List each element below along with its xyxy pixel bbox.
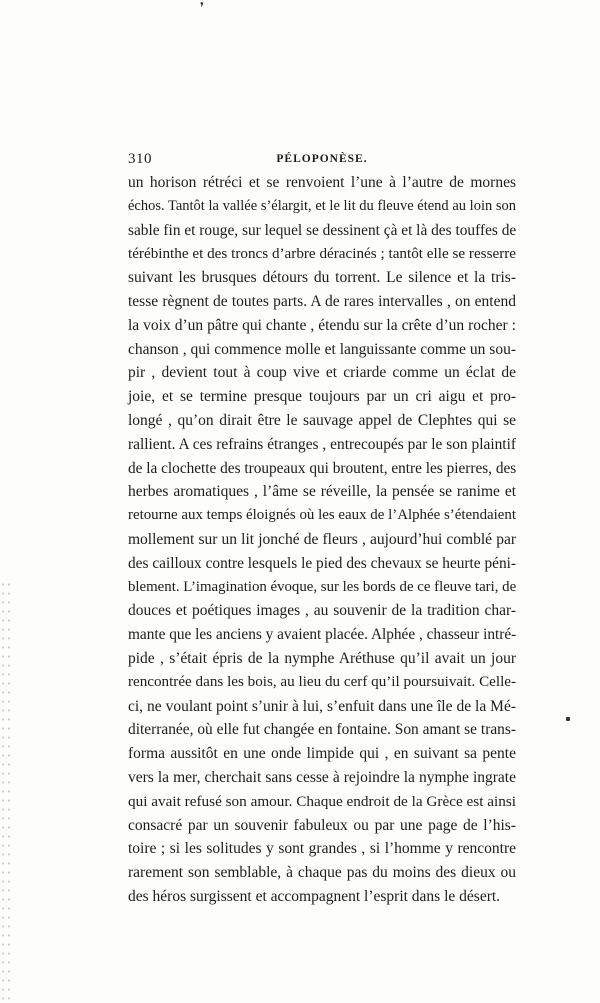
text-line: des héros surgissent et accompagnent l’esprit dans le désert.: [128, 887, 501, 905]
ink-mark: ❜: [200, 0, 204, 14]
body-paragraph: [128, 171, 516, 909]
page-edge-speckles: [0, 580, 12, 1000]
margin-ink-dot: [566, 717, 570, 721]
page-header: [128, 151, 516, 171]
text-line: forma aussitôt en une onde limpide qui , en suivant sa pente: [128, 745, 516, 763]
text-line: chanson , qui commence molle et languissante comme un sou-: [128, 340, 516, 358]
text-line: la voix d’un pâtre qui chante , étendu sur la crête d’un rocher :: [128, 316, 516, 334]
text-line: pir , devient tout à coup vive et criarde comme un éclat de: [128, 364, 516, 382]
text-line: mollement sur un lit jonché de fleurs , aujourd’hui comblé par: [128, 530, 516, 548]
text-line: térébinthe et des troncs d’arbre déracinés ; tantôt elle se resserre: [128, 245, 516, 263]
text-line: pide , s’était épris de la nymphe Aréthuse qu’il avait un jour: [128, 649, 516, 667]
text-line: longé , qu’on dirait être le sauvage appel de Clephtes qui se: [128, 411, 516, 429]
text-line: consacré par un souvenir fabuleux ou par une page de l’his-: [128, 816, 516, 834]
text-line: douces et poétiques images , au souvenir de la tradition char-: [128, 602, 516, 620]
text-line: sable fin et rouge, sur lequel se dessinent çà et là des touffes de: [128, 221, 517, 239]
text-line: qui avait refusé son amour. Chaque endroit de la Grèce est ainsi: [128, 792, 516, 810]
text-line: joie, et se termine presque toujours par un cri aigu et pro-: [128, 388, 516, 406]
text-line: de la clochette des troupeaux qui broutent, entre les pierres, des: [128, 459, 517, 477]
text-line: rencontrée dans les bois, au lieu du cerf qu’il poursuivait. Celle-: [128, 673, 516, 690]
text-line: herbes aromatiques , l’âme se réveille, la pensée se ranime et: [128, 483, 516, 501]
text-line: rarement son semblable, à chaque pas du moins des dieux ou: [128, 864, 516, 882]
text-line: des cailloux contre lesquels le pied des chevaux se heurte péni-: [128, 554, 516, 572]
text-line: blement. L’imagination évoque, sur les bords de ce fleuve tari, de: [128, 578, 517, 595]
text-line: ci, ne voulant point s’unir à lui, s’enfuit dans une île de la Mé-: [128, 697, 516, 715]
text-line: toire ; si les solitudes y sont grandes , si l’homme y rencontre: [128, 840, 516, 858]
text-line: suivant les brusques détours du torrent. Le silence et la tris-: [128, 269, 516, 287]
text-line: tesse règnent de toutes parts. A de rares intervalles , on entend: [128, 292, 516, 310]
text-line: diterranée, où elle fut changée en fontaine. Son amant se trans-: [128, 721, 516, 739]
text-line: rallient. A ces refrains étranges , entrecoupés par le son plaintif: [128, 435, 516, 453]
text-line: un horison rétréci et se renvoient l’une à l’autre de mornes: [128, 174, 516, 191]
text-line: retourne aux temps éloignés où les eaux de l’Alphée s’étendaient: [128, 507, 516, 524]
text-line: vers la mer, cherchait sans cesse à rejoindre la nymphe ingrate: [128, 768, 516, 786]
text-line: échos. Tantôt la vallée s’élargit, et le lit du fleuve étend au loin son: [128, 197, 516, 214]
page-number: 310: [128, 151, 152, 167]
running-head: PÉLOPONÈSE.: [276, 153, 368, 165]
text-line: mante que les anciens y avaient placée. Alphée , chasseur intré-: [128, 626, 517, 644]
